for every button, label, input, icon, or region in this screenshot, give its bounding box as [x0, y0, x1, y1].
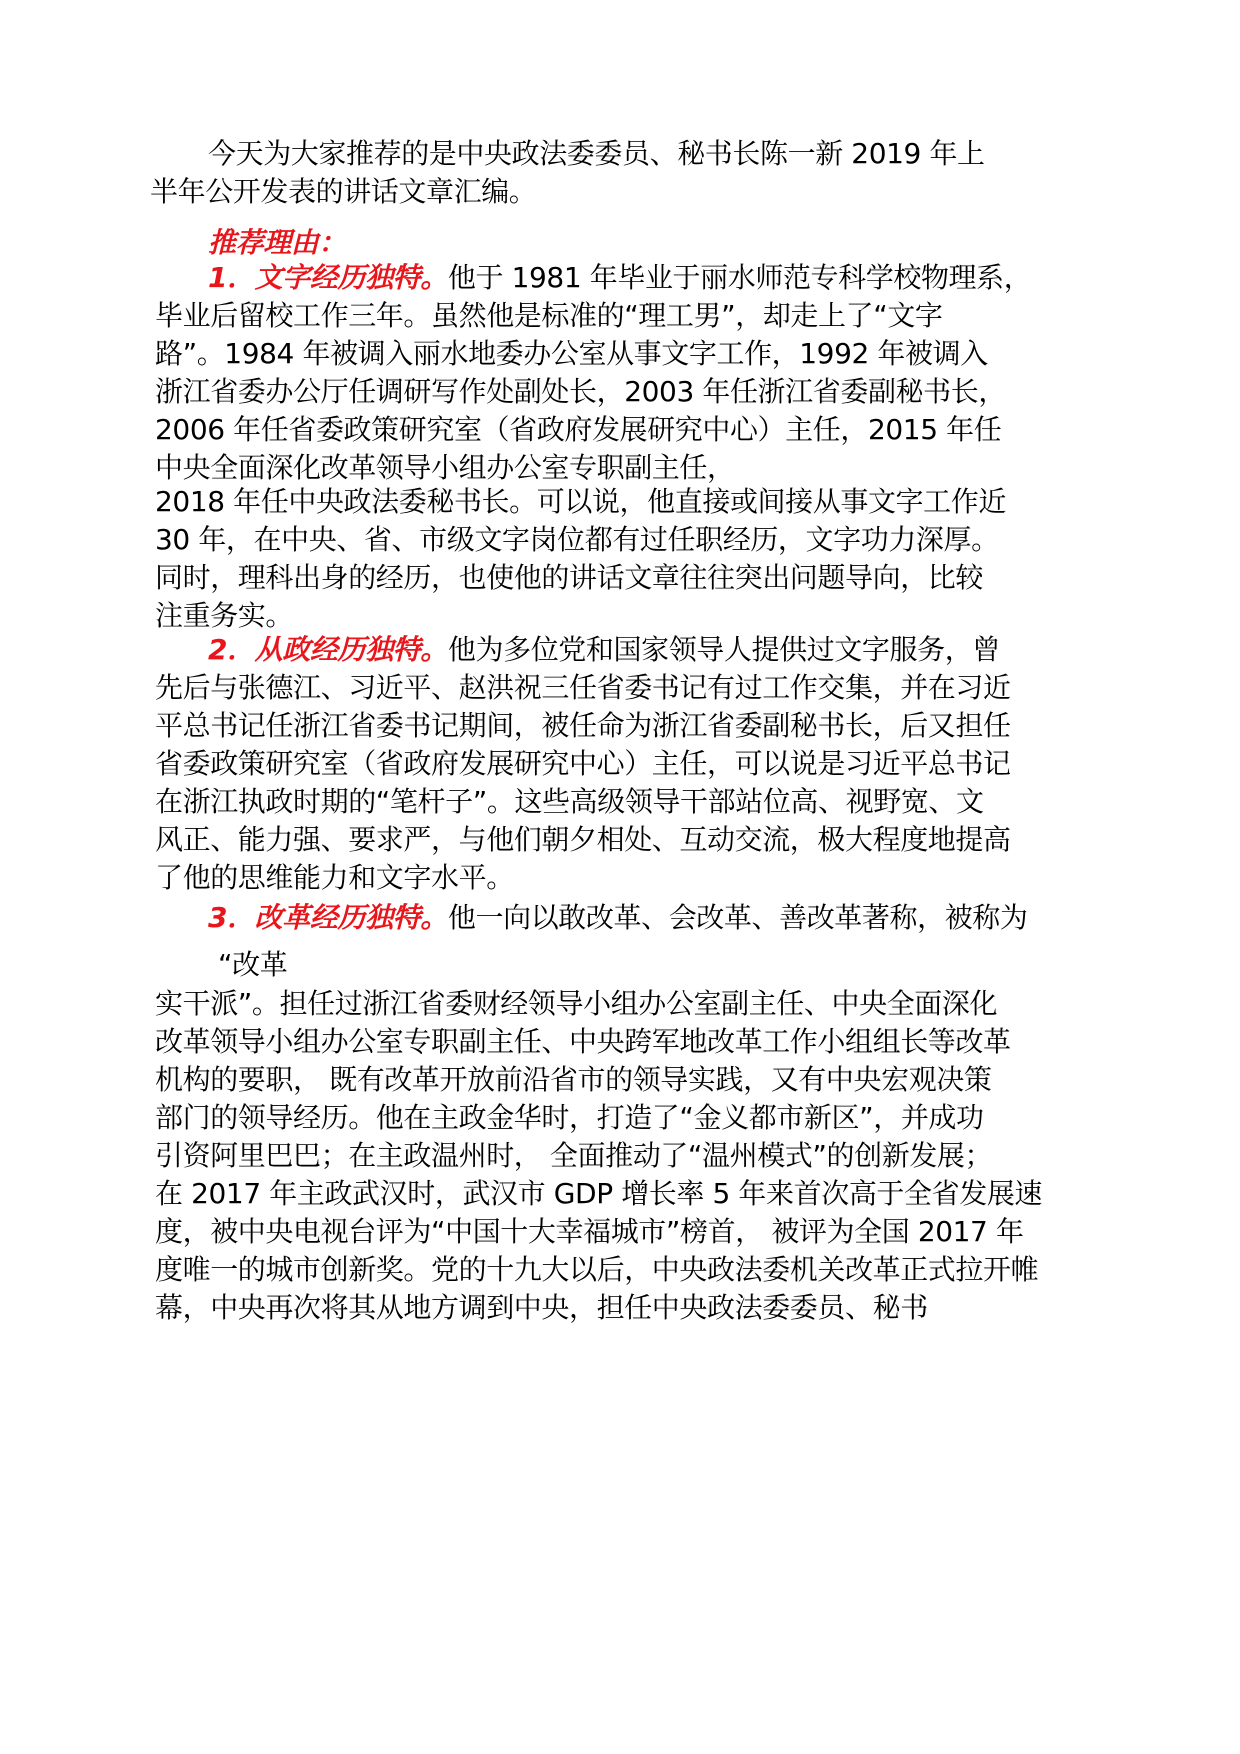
reason-2-first-line [208, 630, 1000, 670]
paragraph-line: 路”。1984 年被调入丽水地委办公室从事文字工作，1992 年被调入 [155, 337, 988, 370]
paragraph-line: 中央全面深化改革领导小组办公室专职副主任， [155, 451, 735, 484]
paragraph-line: 了他的思维能力和文字水平。 [155, 861, 514, 894]
paragraph-line: 2018 年任中央政法委秘书长。可以说，他直接或间接从事文字工作近 [155, 485, 1006, 518]
orphan-line: “改革 [218, 948, 288, 981]
paragraph-line: 毕业后留校工作三年。虽然他是标准的“理工男”，却走上了“文字 [155, 299, 943, 332]
paragraph-line: 度唯一的城市创新奖。党的十九大以后，中央政法委机关改革正式拉开帷 [155, 1253, 1039, 1286]
reason-1-heading: 1．文字经历独特。 [208, 261, 448, 294]
paragraph-line: 风正、能力强、要求严，与他们朝夕相处、互动交流，极大程度地提高 [155, 823, 1011, 856]
paragraph-line: 注重务实。 [155, 599, 294, 632]
paragraph-line: 在 2017 年主政武汉时，武汉市 GDP 增长率 5 年来首次高于全省发展速 [155, 1177, 1043, 1210]
paragraph-line: 度，被中央电视台评为“中国十大幸福城市”榜首， 被评为全国 2017 年 [155, 1215, 1024, 1248]
paragraph-line: 在浙江执政时期的“笔杆子”。这些高级领导干部站位高、视野宽、文 [155, 785, 984, 818]
reason-3-first-line [208, 898, 1028, 938]
intro-line: 半年公开发表的讲话文章汇编。 [150, 175, 537, 208]
paragraph-line: 幕，中央再次将其从地方调到中央，担任中央政法委委员、秘书 [155, 1291, 928, 1324]
paragraph-line: 同时，理科出身的经历，也使他的讲话文章往往突出问题导向，比较 [155, 561, 984, 594]
paragraph-line: 平总书记任浙江省委书记期间，被任命为浙江省委副秘书长，后又担任 [155, 709, 1011, 742]
paragraph-line: 2006 年任省委政策研究室（省政府发展研究中心）主任，2015 年任 [155, 413, 1002, 446]
paragraph-line: 实干派”。担任过浙江省委财经领导小组办公室副主任、中央全面深化 [155, 987, 998, 1020]
paragraph-line: 浙江省委办公厅任调研写作处副处长，2003 年任浙江省委副秘书长， [155, 375, 1006, 408]
reason-1-first-line [208, 258, 1031, 298]
paragraph-line: 改革领导小组办公室专职副主任、中央跨军地改革工作小组组长等改革 [155, 1025, 1011, 1058]
paragraph-line: 部门的领导经历。他在主政金华时，打造了“金义都市新区”，并成功 [155, 1101, 984, 1134]
reason-2-text: 他为多位党和国家领导人提供过文字服务，曾 [447, 633, 1000, 666]
paragraph-line: 先后与张德江、习近平、赵洪祝三任省委书记有过工作交集，并在习近 [155, 671, 1011, 704]
reasons-heading: 推荐理由： [208, 226, 347, 259]
paragraph-line: 引资阿里巴巴；在主政温州时， 全面推动了“温州模式”的创新发展； [155, 1139, 993, 1172]
paragraph-line: 机构的要职， 既有改革开放前沿省市的领导实践，又有中央宏观决策 [155, 1063, 992, 1096]
paragraph-line: 省委政策研究室（省政府发展研究中心）主任，可以说是习近平总书记 [155, 747, 1011, 780]
reason-2-heading: 2．从政经历独特。 [208, 633, 448, 666]
reason-1-text: 他于 1981 年毕业于丽水师范专科学校物理系， [447, 261, 1032, 294]
reason-3-text: 他一向以敢改革、会改革、善改革著称，被称为 [447, 901, 1028, 934]
paragraph-line: 30 年，在中央、省、市级文字岗位都有过任职经历，文字功力深厚。 [155, 523, 999, 556]
reason-3-heading: 3．改革经历独特。 [208, 901, 448, 934]
intro-line: 今天为大家推荐的是中央政法委委员、秘书长陈一新 2019 年上 [208, 137, 985, 170]
